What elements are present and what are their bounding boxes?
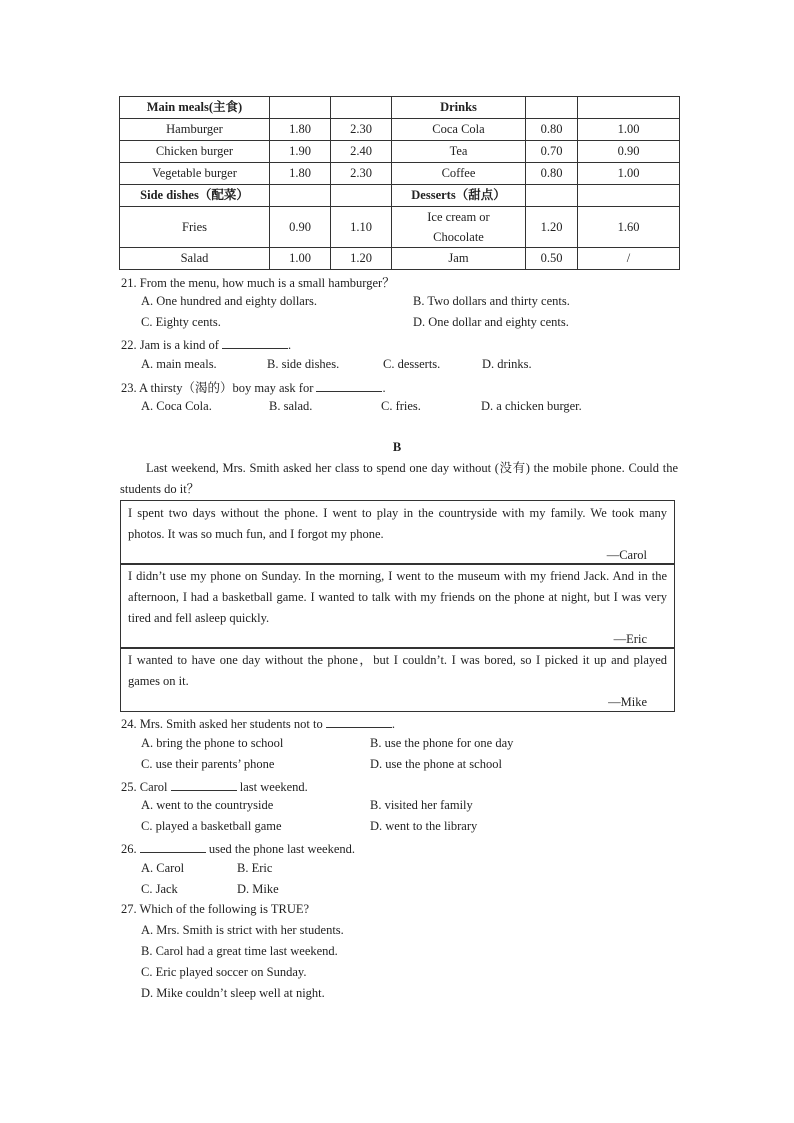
answer-blank: [222, 336, 288, 349]
q26-option-a: A. Carol: [141, 861, 185, 875]
menu-cell: [578, 97, 680, 119]
q24-stem: [121, 715, 395, 732]
q26-stem-end: used the phone last weekend.: [208, 842, 356, 856]
menu-row: [120, 119, 680, 141]
q24-option-c: C. use their parents’ phone: [141, 757, 275, 771]
menu-cell: 1.00: [578, 119, 680, 141]
menu-row: [120, 141, 680, 163]
menu-cell: 1.00: [270, 248, 331, 270]
note-box-eric: [120, 563, 675, 649]
menu-cell: Side dishes（配菜）: [120, 185, 270, 207]
q21-option-c: C. Eighty cents.: [141, 315, 221, 329]
q24-option-a: A. bring the phone to school: [141, 736, 284, 750]
note-box-mike: [120, 647, 675, 712]
menu-cell: Vegetable burger: [120, 163, 270, 185]
q26-option-d: D. Mike: [237, 882, 279, 896]
note-text: I didn’t use my phone on Sunday. In the morning, I went to the museum with my friend Jack. And in the afternoon, I had a basketball game. I wanted to talk with my friends on the phone at night, but I was very tired and fell asleep quickly.: [128, 569, 667, 625]
q26-option-c: C. Jack: [141, 882, 178, 896]
menu-cell: Coca Cola: [392, 119, 526, 141]
menu-cell: Desserts（甜点）: [392, 185, 526, 207]
menu-cell: 1.00: [578, 163, 680, 185]
section-title: B: [392, 440, 402, 454]
menu-cell: 1.20: [331, 248, 392, 270]
q27-option-a: A. Mrs. Smith is strict with her students.: [141, 923, 344, 937]
menu-cell: 2.30: [331, 163, 392, 185]
section-intro: [120, 458, 678, 500]
q24-option-d: D. use the phone at school: [370, 757, 502, 771]
menu-cell: 1.10: [331, 207, 392, 248]
q21-stem: 21. From the menu, how much is a small hamburger？: [121, 276, 395, 290]
menu-cell: 1.60: [578, 207, 680, 248]
menu-cell: Chicken burger: [120, 141, 270, 163]
menu-row: [120, 207, 680, 248]
menu-cell: Fries: [120, 207, 270, 248]
menu-cell: Jam: [392, 248, 526, 270]
q27-option-d: D. Mike couldn’t sleep well at night.: [141, 986, 325, 1000]
menu-cell: Main meals(主食): [120, 97, 270, 119]
menu-cell: [526, 97, 578, 119]
q21-option-b: B. Two dollars and thirty cents.: [413, 294, 570, 308]
q21-option-a: A. One hundred and eighty dollars.: [141, 294, 318, 308]
menu-cell: Drinks: [392, 97, 526, 119]
q24-stem-end: .: [391, 717, 395, 731]
menu-cell: Hamburger: [120, 119, 270, 141]
menu-cell: Salad: [120, 248, 270, 270]
q25-option-b: B. visited her family: [370, 798, 473, 812]
q26-stem: [121, 840, 355, 857]
q23-option-d: D. a chicken burger.: [481, 399, 582, 413]
note-box-carol: [120, 500, 675, 565]
q26-option-b: B. Eric: [237, 861, 273, 875]
menu-row: [120, 163, 680, 185]
q22-stem-end: .: [288, 338, 292, 352]
menu-cell: [331, 185, 392, 207]
menu-cell: [270, 97, 331, 119]
menu-cell: Ice cream or Chocolate: [392, 207, 526, 248]
q27-option-c: C. Eric played soccer on Sunday.: [141, 965, 307, 979]
q27-option-b: B. Carol had a great time last weekend.: [141, 944, 338, 958]
menu-cell: 2.40: [331, 141, 392, 163]
q25-stem: [121, 778, 308, 795]
menu-cell: 0.70: [526, 141, 578, 163]
menu-cell: 0.80: [526, 163, 578, 185]
menu-cell: [270, 185, 331, 207]
menu-header-row: [120, 185, 680, 207]
menu-cell: 1.90: [270, 141, 331, 163]
menu-cell: 1.80: [270, 119, 331, 141]
q22-option-c: C. desserts.: [383, 357, 441, 371]
q24-option-b: B. use the phone for one day: [370, 736, 514, 750]
q27-stem: 27. Which of the following is TRUE?: [121, 902, 310, 916]
menu-cell: /: [578, 248, 680, 270]
menu-cell: 1.20: [526, 207, 578, 248]
q23-option-b: B. salad.: [269, 399, 313, 413]
menu-row: [120, 248, 680, 270]
q23-option-c: C. fries.: [381, 399, 421, 413]
menu-cell: 2.30: [331, 119, 392, 141]
menu-cell: 0.90: [578, 141, 680, 163]
answer-blank: [326, 715, 392, 728]
menu-table: [119, 96, 680, 270]
menu-cell: 0.50: [526, 248, 578, 270]
note-author: —Carol: [606, 548, 647, 562]
q21-option-d: D. One dollar and eighty cents.: [413, 315, 569, 329]
q23-stem-text: 23. A thirsty（渴的）boy may ask for: [121, 381, 314, 395]
q25-stem-text: 25. Carol: [121, 780, 168, 794]
q25-option-c: C. played a basketball game: [141, 819, 282, 833]
q25-stem-end: last weekend.: [239, 780, 308, 794]
menu-cell: [526, 185, 578, 207]
menu-cell: 0.90: [270, 207, 331, 248]
answer-blank: [316, 379, 382, 392]
q22-stem-text: 22. Jam is a kind of: [121, 338, 219, 352]
q24-stem-text: 24. Mrs. Smith asked her students not to: [121, 717, 323, 731]
q26-stem-text: 26.: [121, 842, 137, 856]
note-author: —Eric: [613, 632, 647, 646]
menu-cell: [578, 185, 680, 207]
menu-cell: [331, 97, 392, 119]
note-author: —Mike: [608, 695, 647, 709]
q22-option-b: B. side dishes.: [267, 357, 340, 371]
q25-option-a: A. went to the countryside: [141, 798, 274, 812]
menu-header-row: [120, 97, 680, 119]
q23-option-a: A. Coca Cola.: [141, 399, 212, 413]
answer-blank: [140, 840, 206, 853]
q22-option-a: A. main meals.: [141, 357, 217, 371]
menu-cell: 1.80: [270, 163, 331, 185]
q23-stem-end: .: [382, 381, 386, 395]
menu-cell: 0.80: [526, 119, 578, 141]
note-text: I spent two days without the phone. I went to play in the countryside with my family. We took many photos. It was so much fun, and I forgot my phone.: [128, 506, 667, 541]
intro-text: Last weekend, Mrs. Smith asked her class to spend one day without (没有) the mobile phone. Could the students do it？: [120, 461, 678, 496]
menu-cell: Tea: [392, 141, 526, 163]
q22-option-d: D. drinks.: [482, 357, 532, 371]
menu-cell: Coffee: [392, 163, 526, 185]
q23-stem: [121, 378, 386, 396]
q22-stem: [121, 336, 291, 353]
q25-option-d: D. went to the library: [370, 819, 478, 833]
answer-blank: [171, 778, 237, 791]
note-text: I wanted to have one day without the phone，but I couldn’t. I was bored, so I picked it up and played games on it.: [128, 653, 667, 688]
